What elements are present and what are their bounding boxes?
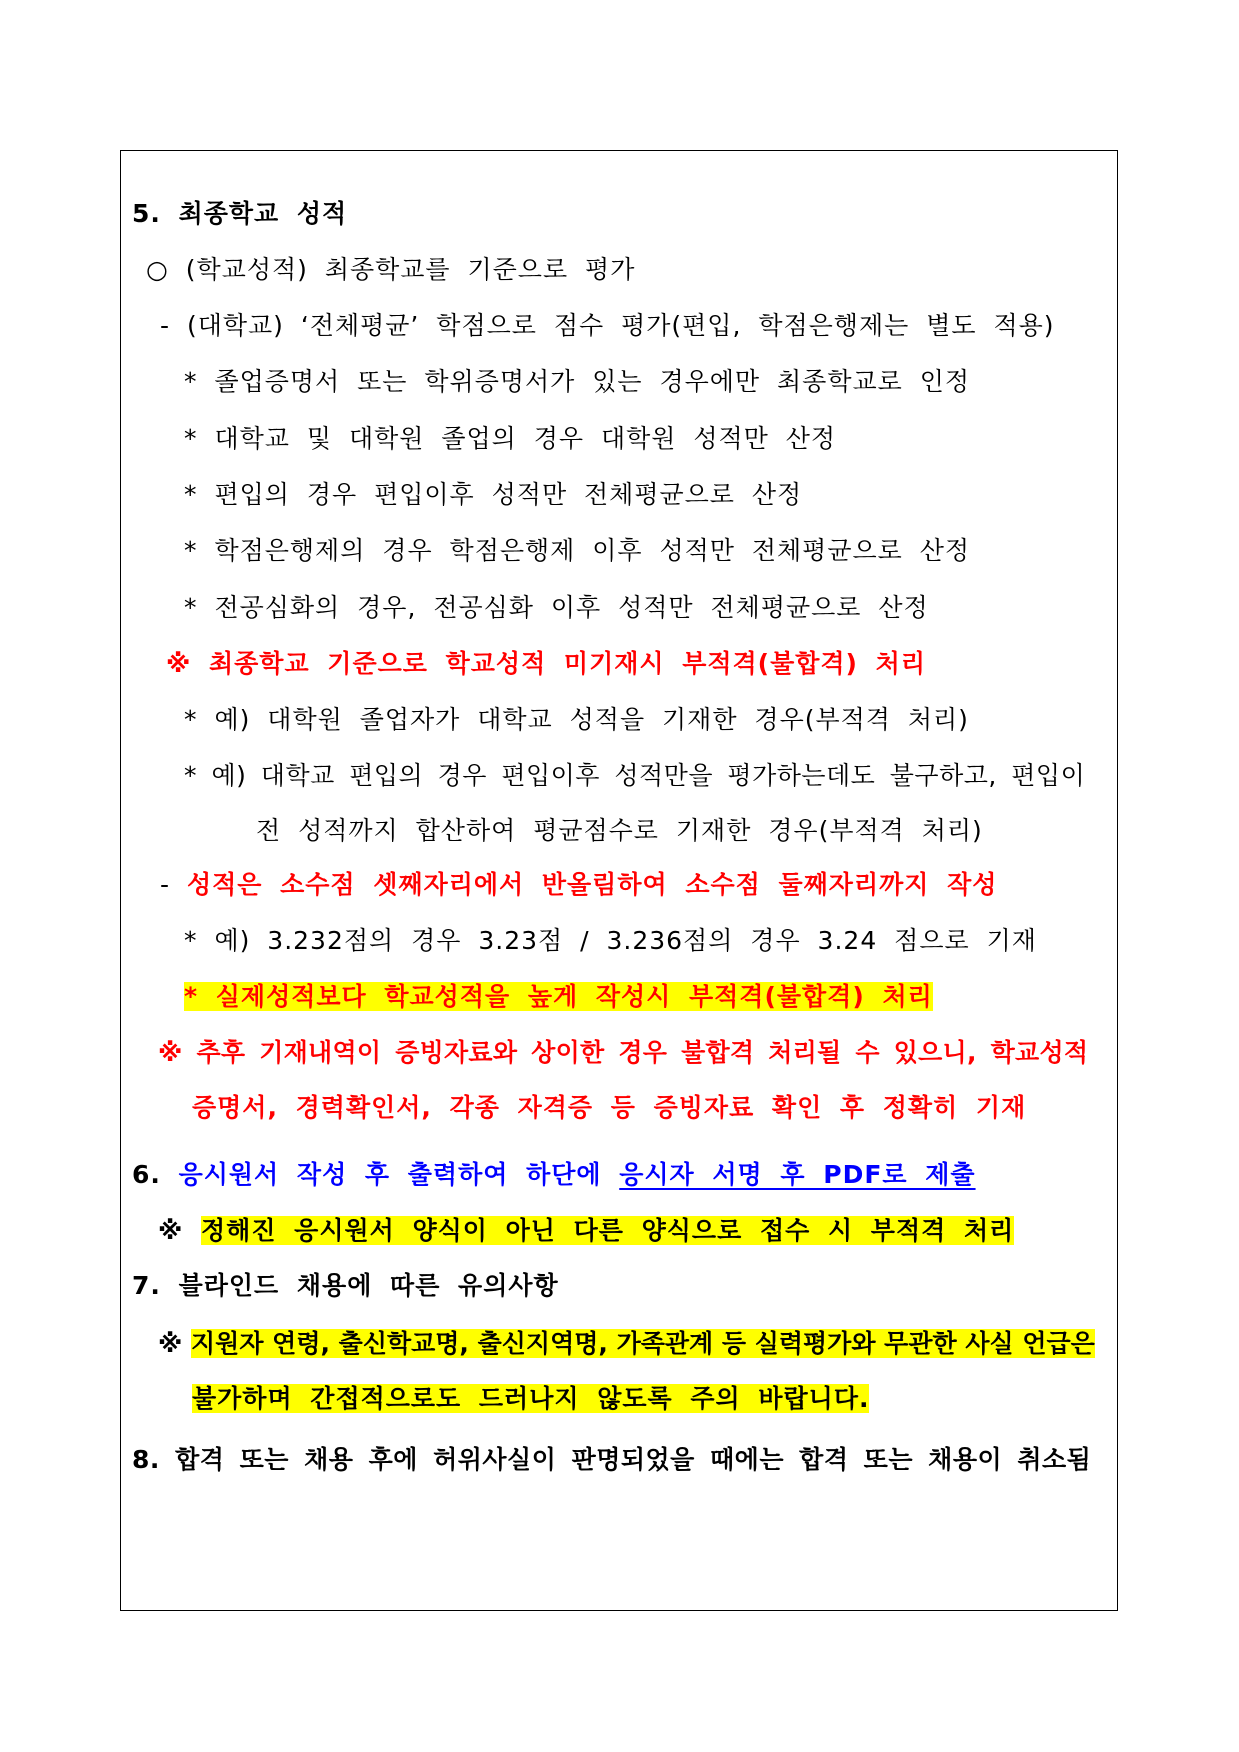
section6-note: [158, 1213, 1014, 1249]
s5-line-11: 전 성적까지 합산하여 평균점수로 기재한 경우(부적격 처리): [256, 816, 983, 845]
s5-line-7: * 전공심화의 경우, 전공심화 이후 성적만 전체평균으로 산정: [184, 593, 929, 622]
s5-line-13: * 예) 3.232점의 경우 3.23점 / 3.236점의 경우 3.24 점으로 기재: [184, 926, 1037, 955]
section6-number: 6.: [132, 1160, 179, 1189]
s5-notice-line-1: ※ 추후 기재내역이 증빙자료와 상이한 경우 불합격 처리될 수 있으니, 학교성적: [158, 1038, 1089, 1067]
s5-warning-line: ※ 최종학교 기준으로 학교성적 미기재시 부적격(불합격) 처리: [166, 649, 926, 678]
section5-heading: 5. 최종학교 성적: [132, 199, 348, 228]
s5-line-9: * 예) 대학원 졸업자가 대학교 성적을 기재한 경우(부적격 처리): [184, 705, 969, 734]
section6-underlined: 응시자 서명 후 PDF로 제출: [619, 1160, 976, 1189]
s5-notice-line-2: 증명서, 경력확인서, 각종 자격증 등 증빙자료 확인 후 정확히 기재: [192, 1093, 1027, 1122]
section6-text: 응시원서 작성 후 출력하여 하단에: [178, 1160, 620, 1189]
section7-note-text-2: 불가하며 간접적으로도 드러나지 않도록 주의 바랍니다.: [192, 1384, 870, 1413]
section7-note-line-2: [192, 1381, 869, 1417]
section7-note-text-1: 지원자 연령, 출신학교명, 출신지역명, 가족관계 등 실력평가와 무관한 사실 언급은: [191, 1329, 1095, 1358]
dash: -: [160, 870, 187, 899]
note-mark: ※: [158, 1329, 192, 1358]
highlighted-warning: * 실제성적보다 학교성적을 높게 작성시 부적격(불합격) 처리: [184, 982, 933, 1011]
section6-note-text: 정해진 응시원서 양식이 아닌 다른 양식으로 접수 시 부적격 처리: [201, 1216, 1015, 1245]
s5-line-3: * 졸업증명서 또는 학위증명서가 있는 경우에만 최종학교로 인정: [184, 367, 971, 396]
s5-line-5: * 편입의 경우 편입이후 성적만 전체평균으로 산정: [184, 480, 803, 509]
note-mark: ※: [158, 1216, 202, 1245]
s5-line-10: * 예) 대학교 편입의 경우 편입이후 성적만을 평가하는데도 불구하고, 편입이: [184, 761, 1086, 790]
s5-line-2: - (대학교) ‘전체평균’ 학점으로 점수 평가(편입, 학점은행제는 별도 적용): [160, 311, 1055, 340]
rounding-rule: 성적은 소수점 셋째자리에서 반올림하여 소수점 둘째자리까지 작성: [186, 870, 998, 899]
s5-highlight-line: [184, 979, 933, 1015]
s5-line-4: * 대학교 및 대학원 졸업의 경우 대학원 성적만 산정: [184, 424, 837, 453]
section7-note-line-1: [158, 1326, 1095, 1362]
s5-line-6: * 학점은행제의 경우 학점은행제 이후 성적만 전체평균으로 산정: [184, 536, 971, 565]
section6-heading: [132, 1157, 976, 1193]
section8-heading: 8. 합격 또는 채용 후에 허위사실이 판명되었을 때에는 합격 또는 채용이 취소됨: [132, 1445, 1092, 1474]
s5-line-1: ○ (학교성적) 최종학교를 기준으로 평가: [146, 255, 636, 284]
section7-heading: 7. 블라인드 채용에 따른 유의사항: [132, 1271, 559, 1300]
s5-rounding-line: [160, 867, 997, 903]
